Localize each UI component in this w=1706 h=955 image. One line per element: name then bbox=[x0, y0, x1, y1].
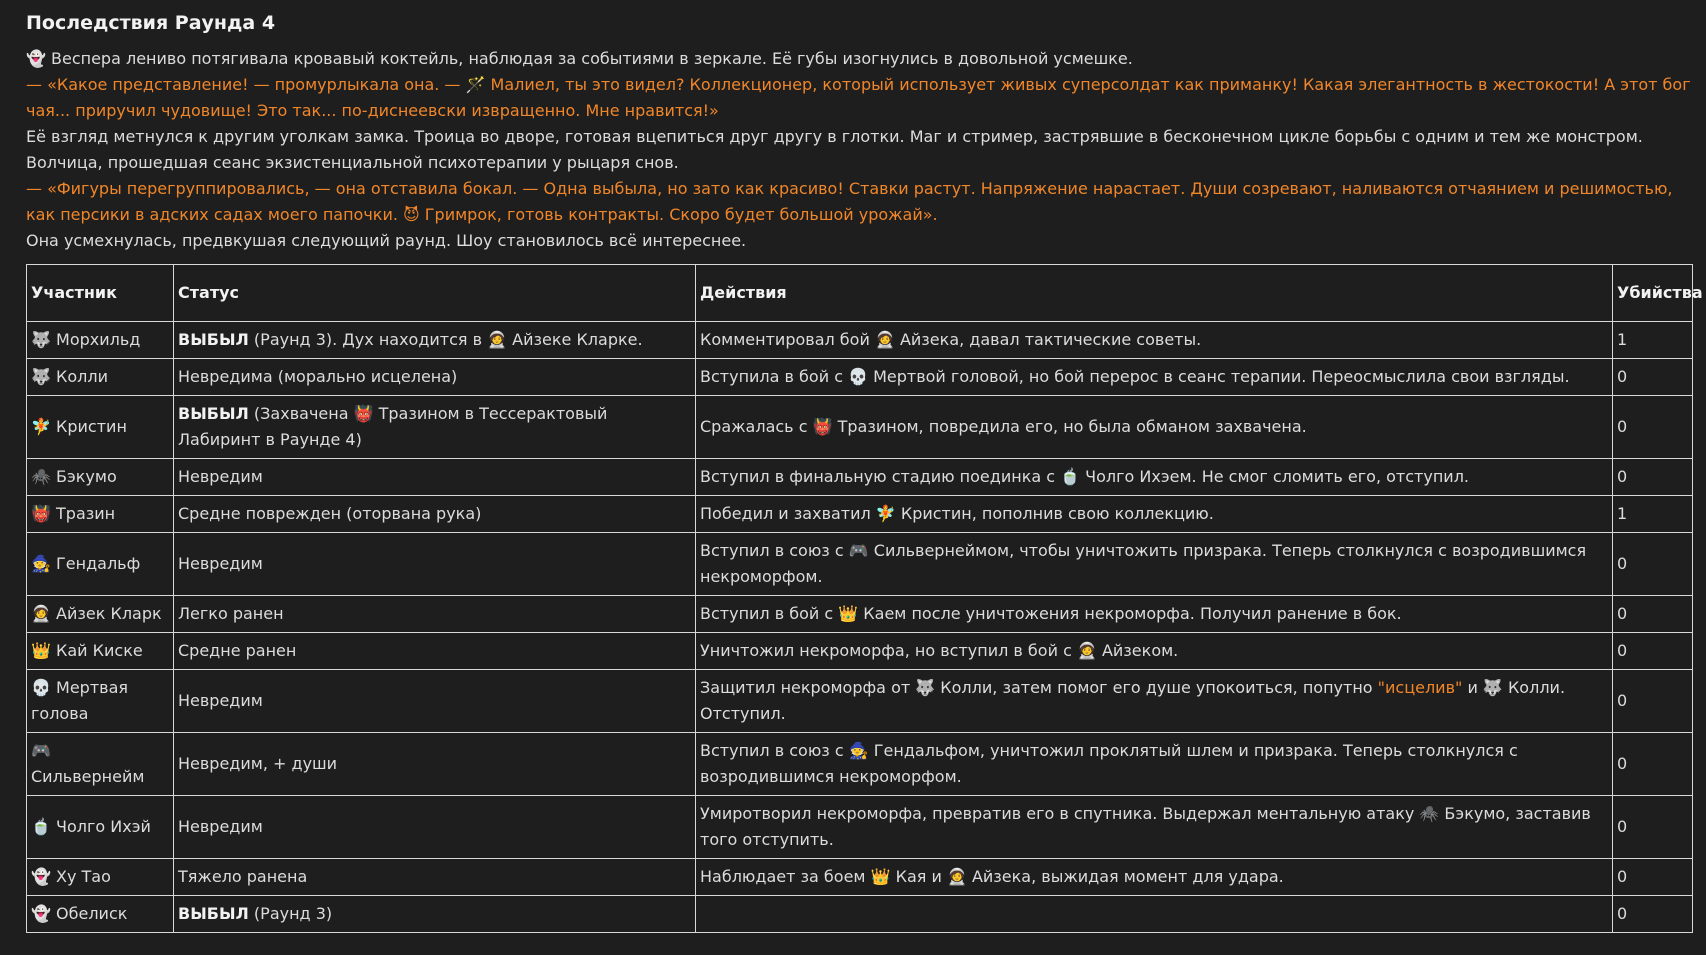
table-row bbox=[27, 733, 1693, 796]
status-cell bbox=[174, 359, 696, 396]
participant-cell: 🧚 Кристин bbox=[27, 396, 174, 459]
actions-cell: Вступила в бой с 💀 Мертвой головой, но бой перерос в сеанс терапии. Переосмыслила свои взгляды. bbox=[696, 359, 1613, 396]
status-cell bbox=[174, 859, 696, 896]
table-row bbox=[27, 533, 1693, 596]
status-eliminated-label: ВЫБЫЛ bbox=[178, 904, 249, 923]
actions-cell: Вступил в союз с 🎮 Сильвернеймом, чтобы уничтожить призрака. Теперь столкнулся с возродившимся некроморфом. bbox=[696, 533, 1613, 596]
kills-cell: 0 bbox=[1613, 896, 1693, 933]
narrative-line: Она усмехнулась, предвкушая следующий раунд. Шоу становилось всё интереснее. bbox=[26, 231, 747, 250]
actions-cell: Уничтожил некроморфа, но вступил в бой с 🧑‍🚀 Айзеком. bbox=[696, 633, 1613, 670]
participant-cell: 👹 Тразин bbox=[27, 496, 174, 533]
kills-cell: 0 bbox=[1613, 670, 1693, 733]
status-text: Легко ранен bbox=[178, 604, 284, 623]
table-row bbox=[27, 633, 1693, 670]
status-text: (Захвачена 👹 Тразином в Тессерактовый Лабиринт в Раунде 4) bbox=[178, 404, 608, 449]
highlighted-quote: "исцелив" bbox=[1377, 678, 1463, 697]
kills-cell: 1 bbox=[1613, 322, 1693, 359]
status-cell bbox=[174, 533, 696, 596]
participant-cell: 🎮 Сильвернейм bbox=[27, 733, 174, 796]
participants-table bbox=[26, 264, 1703, 933]
kills-cell: 1 bbox=[1613, 496, 1693, 533]
actions-cell: Наблюдает за боем 👑 Кая и 🧑‍🚀 Айзека, выжидая момент для удара. bbox=[696, 859, 1613, 896]
actions-cell bbox=[696, 896, 1613, 933]
status-cell bbox=[174, 459, 696, 496]
status-cell bbox=[174, 733, 696, 796]
table-row bbox=[27, 496, 1693, 533]
kills-cell: 0 bbox=[1613, 359, 1693, 396]
kills-cell: 0 bbox=[1613, 533, 1693, 596]
kills-cell: 0 bbox=[1613, 459, 1693, 496]
participant-cell: 🧙 Гендальф bbox=[27, 533, 174, 596]
message-title: Последствия Раунда 4 bbox=[26, 12, 276, 34]
narrative bbox=[26, 46, 1692, 254]
col-header-status: Статус bbox=[174, 265, 696, 322]
status-cell bbox=[174, 396, 696, 459]
status-text: Невредим bbox=[178, 554, 263, 573]
status-text: Невредим bbox=[178, 817, 263, 836]
participant-cell: 🧑‍🚀 Айзек Кларк bbox=[27, 596, 174, 633]
participant-cell: 👑 Кай Киске bbox=[27, 633, 174, 670]
actions-cell: Умиротворил некроморфа, превратив его в спутника. Выдержал ментальную атаку 🕷️ Бэкумо, заставив того отступить. bbox=[696, 796, 1613, 859]
status-text: (Раунд 3). Дух находится в 🧑‍🚀 Айзеке Кларке. bbox=[248, 330, 643, 349]
kills-cell: 0 bbox=[1613, 596, 1693, 633]
actions-cell bbox=[696, 670, 1613, 733]
status-cell bbox=[174, 496, 696, 533]
kills-cell: 0 bbox=[1613, 796, 1693, 859]
status-text: Невредим, + души bbox=[178, 754, 338, 773]
participant-cell: 🕷️ Бэкумо bbox=[27, 459, 174, 496]
kills-cell: 0 bbox=[1613, 633, 1693, 670]
kills-cell: 0 bbox=[1613, 859, 1693, 896]
col-header-kills: Убийства bbox=[1613, 265, 1693, 322]
col-header-actions: Действия bbox=[696, 265, 1613, 322]
actions-cell: Вступил в бой с 👑 Каем после уничтожения некроморфа. Получил ранение в бок. bbox=[696, 596, 1613, 633]
status-text: Невредим bbox=[178, 467, 263, 486]
table-row bbox=[27, 670, 1693, 733]
status-text: Невредима (морально исцелена) bbox=[178, 367, 458, 386]
status-text: Тяжело ранена bbox=[178, 867, 308, 886]
table-row bbox=[27, 359, 1693, 396]
table-row bbox=[27, 396, 1693, 459]
participant-cell: 👻 Ху Тао bbox=[27, 859, 174, 896]
status-eliminated-label: ВЫБЫЛ bbox=[178, 330, 249, 349]
participant-cell: 🐺 Морхильд bbox=[27, 322, 174, 359]
quote-line: — «Фигуры перегруппировались, — она отставила бокал. — Одна выбыла, но зато как красиво! Ставки растут. Напряжение нарастает. Души созревают, наливаются отчаянием и решимостью, как персики в адских садах моего папочки. 😈 Гримрок, готовь контракты. Скоро будет большой урожай». bbox=[26, 179, 1673, 224]
narrative-line: Её взгляд метнулся к другим уголкам замка. Троица во дворе, готовая вцепиться друг другу в глотки. Маг и стример, застрявшие в бесконечном цикле борьбы с одним и тем же монстром. Волчица, прошедшая сеанс экзистенциальной психотерапии у рыцаря снов. bbox=[26, 127, 1643, 172]
participant-cell: 🍵 Чолго Ихэй bbox=[27, 796, 174, 859]
actions-text: и 🐺 Колли. Отступил. bbox=[700, 678, 1566, 723]
status-cell bbox=[174, 796, 696, 859]
table-body bbox=[27, 322, 1693, 933]
status-cell bbox=[174, 596, 696, 633]
status-text: Средне поврежден (оторвана рука) bbox=[178, 504, 482, 523]
actions-cell: Сражалась с 👹 Тразином, повредила его, но была обманом захвачена. bbox=[696, 396, 1613, 459]
actions-text: Защитил некроморфа от 🐺 Колли, затем помог его душе упокоиться, попутно bbox=[700, 678, 1378, 697]
actions-cell: Вступил в финальную стадию поединка с 🍵 Чолго Ихэем. Не смог сломить его, отступил. bbox=[696, 459, 1613, 496]
status-text: (Раунд 3) bbox=[248, 904, 333, 923]
status-cell bbox=[174, 322, 696, 359]
participant-cell: 💀 Мертвая голова bbox=[27, 670, 174, 733]
table-row bbox=[27, 896, 1693, 933]
actions-cell: Вступил в союз с 🧙 Гендальфом, уничтожил проклятый шлем и призрака. Теперь столкнулся с возродившимся некроморфом. bbox=[696, 733, 1613, 796]
col-header-participant: Участник bbox=[27, 265, 174, 322]
table-row bbox=[27, 459, 1693, 496]
participant-cell: 🐺 Колли bbox=[27, 359, 174, 396]
quote-line: — «Какое представление! — промурлыкала она. — 🪄 Малиел, ты это видел? Коллекционер, который использует живых суперсолдат как приманку! Какая элегантность в жестокости! А этот бог чая... приручил чудовище! Это так... по-диснеевски извращенно. Мне нравится!» bbox=[26, 75, 1691, 120]
kills-cell: 0 bbox=[1613, 733, 1693, 796]
status-cell bbox=[174, 896, 696, 933]
table-row bbox=[27, 859, 1693, 896]
table-row bbox=[27, 322, 1693, 359]
participant-cell: 👻 Обелиск bbox=[27, 896, 174, 933]
status-text: Невредим bbox=[178, 691, 263, 710]
kills-cell: 0 bbox=[1613, 396, 1693, 459]
actions-cell: Комментировал бой 🧑‍🚀 Айзека, давал тактические советы. bbox=[696, 322, 1613, 359]
table-row bbox=[27, 596, 1693, 633]
narrative-line: 👻 Веспера лениво потягивала кровавый коктейль, наблюдая за событиями в зеркале. Её губы изогнулись в довольной усмешке. bbox=[26, 49, 1133, 68]
status-cell bbox=[174, 633, 696, 670]
table-row bbox=[27, 796, 1693, 859]
table-header-row bbox=[27, 265, 1693, 322]
status-text: Средне ранен bbox=[178, 641, 297, 660]
actions-cell: Победил и захватил 🧚 Кристин, пополнив свою коллекцию. bbox=[696, 496, 1613, 533]
status-eliminated-label: ВЫБЫЛ bbox=[178, 404, 249, 423]
status-cell bbox=[174, 670, 696, 733]
